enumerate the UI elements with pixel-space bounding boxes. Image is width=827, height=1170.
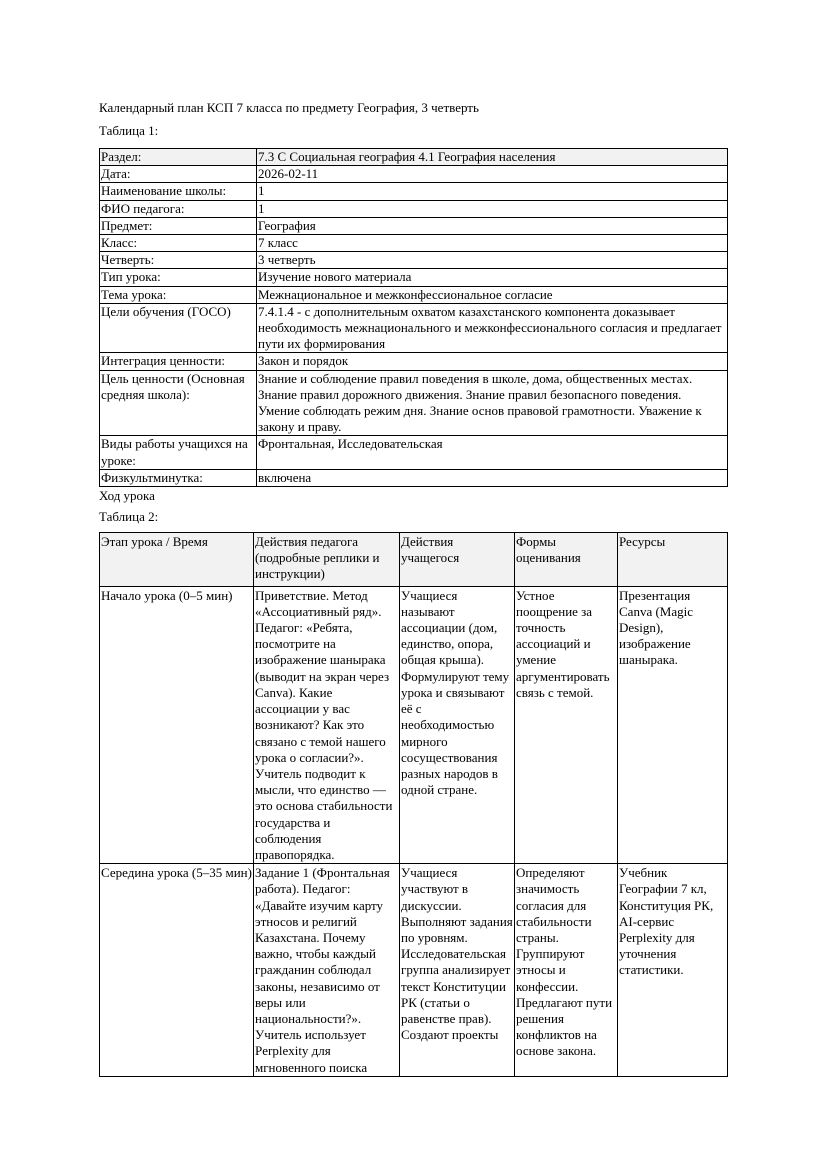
info-label: Предмет: (100, 217, 257, 234)
info-value: включена (257, 469, 728, 486)
cell-stage: Середина урока (5–35 мин) (100, 864, 254, 1077)
info-label: Виды работы учащихся на уроке: (100, 436, 257, 469)
lesson-table-header-row (100, 533, 728, 587)
lesson-info-table (99, 148, 728, 487)
info-value: 7 класс (257, 235, 728, 252)
column-header-assessment: Формы оценивания (515, 533, 618, 587)
cell-assessment: Устное поощрение за точность ассоциаций и умение аргументировать связь с темой. (515, 586, 618, 863)
cell-student-actions: Учащиеся называют ассоциации (дом, единство, опора, общая крыша). Формулируют тему урока и связывают её с необходимостью мирного сосуществования разных народов в одной стране. (400, 586, 515, 863)
info-row-subject (100, 217, 728, 234)
info-row-lesson-type (100, 269, 728, 286)
info-value: 1 (257, 183, 728, 200)
info-label: Цели обучения (ГОСО) (100, 303, 257, 353)
info-row-physical-break (100, 469, 728, 486)
info-value: Изучение нового материала (257, 269, 728, 286)
cell-assessment: Определяют значимость согласия для стабильности страны. Группируют этносы и конфессии. Предлагают пути решения конфликтов на основе закона. (515, 864, 618, 1077)
info-row-lesson-topic (100, 286, 728, 303)
column-header-stage: Этап урока / Время (100, 533, 254, 587)
lesson-flow-label: Ход урока (99, 488, 155, 504)
info-label: Четверть: (100, 252, 257, 269)
info-row-teacher (100, 200, 728, 217)
info-value: 3 четверть (257, 252, 728, 269)
info-row-quarter (100, 252, 728, 269)
info-label: ФИО педагога: (100, 200, 257, 217)
cell-teacher-actions: Задание 1 (Фронтальная работа). Педагог: «Давайте изучим карту этносов и религий Казахстана. Почему важно, чтобы каждый гражданин соблюдал законы, независимо от веры или национальности?». Учитель использует Perplexity для мгновенного поиска (254, 864, 400, 1077)
cell-student-actions: Учащиеся участвуют в дискуссии. Выполняют задания по уровням. Исследовательская группа анализирует текст Конституции РК (статьи о равенстве прав). Создают проекты (400, 864, 515, 1077)
document-title: Календарный план КСП 7 класса по предмету География, 3 четверть (99, 100, 479, 115)
info-value: Фронтальная, Исследовательская (257, 436, 728, 469)
info-value: География (257, 217, 728, 234)
cell-resources: Учебник Географии 7 кл, Конституция РК, AI-сервис Perplexity для уточнения статистики. (618, 864, 728, 1077)
column-header-student-actions: Действия учащегося (400, 533, 515, 587)
document-page (99, 98, 727, 1077)
column-header-resources: Ресурсы (618, 533, 728, 587)
info-value: Межнациональное и межконфессиональное согласие (257, 286, 728, 303)
lesson-row-beginning (100, 586, 728, 863)
info-label: Цель ценности (Основная средняя школа): (100, 370, 257, 436)
info-value: 7.4.1.4 - с дополнительным охватом казахстанского компонента доказывает необходимость межнационального и межконфессионального согласия и предлагает пути их формирования (257, 303, 728, 353)
info-row-grade (100, 235, 728, 252)
info-row-value-goal (100, 370, 728, 436)
column-header-teacher-actions: Действия педагога (подробные реплики и инструкции) (254, 533, 400, 587)
info-label: Раздел: (100, 149, 257, 166)
info-value: Закон и порядок (257, 353, 728, 370)
info-value: 1 (257, 200, 728, 217)
info-label: Интеграция ценности: (100, 353, 257, 370)
info-label: Класс: (100, 235, 257, 252)
info-row-work-types (100, 436, 728, 469)
table2-caption: Таблица 2: (99, 509, 159, 525)
info-value: Знание и соблюдение правил поведения в школе, дома, общественных местах. Знание правил дорожного движения. Знание правил безопасного поведения. Умение соблюдать режим дня. Знание основ правовой грамотности. Уважение к закону и праву. (257, 370, 728, 436)
info-row-section (100, 149, 728, 166)
info-label: Наименование школы: (100, 183, 257, 200)
info-value: 7.3 С Социальная география 4.1 География населения (257, 149, 728, 166)
info-label: Тема урока: (100, 286, 257, 303)
info-value: 2026-02-11 (257, 166, 728, 183)
info-row-school (100, 183, 728, 200)
cell-stage: Начало урока (0–5 мин) (100, 586, 254, 863)
info-label: Дата: (100, 166, 257, 183)
lesson-flow-table (99, 532, 728, 1077)
info-row-date (100, 166, 728, 183)
info-row-learning-goals (100, 303, 728, 353)
info-label: Тип урока: (100, 269, 257, 286)
lesson-row-middle (100, 864, 728, 1077)
info-label: Физкультминутка: (100, 469, 257, 486)
cell-resources: Презентация Canva (Magic Design), изображение шанырака. (618, 586, 728, 863)
cell-teacher-actions: Приветствие. Метод «Ассоциативный ряд». Педагог: «Ребята, посмотрите на изображение шанырака (выводит на экран через Canva). Какие ассоциации у вас возникают? Как это связано с темой нашего урока о согласии?». Учитель подводит к мысли, что единство — это основа стабильности государства и соблюдения правопорядка. (254, 586, 400, 863)
table1-caption: Таблица 1: (99, 123, 159, 138)
info-row-value-integration (100, 353, 728, 370)
